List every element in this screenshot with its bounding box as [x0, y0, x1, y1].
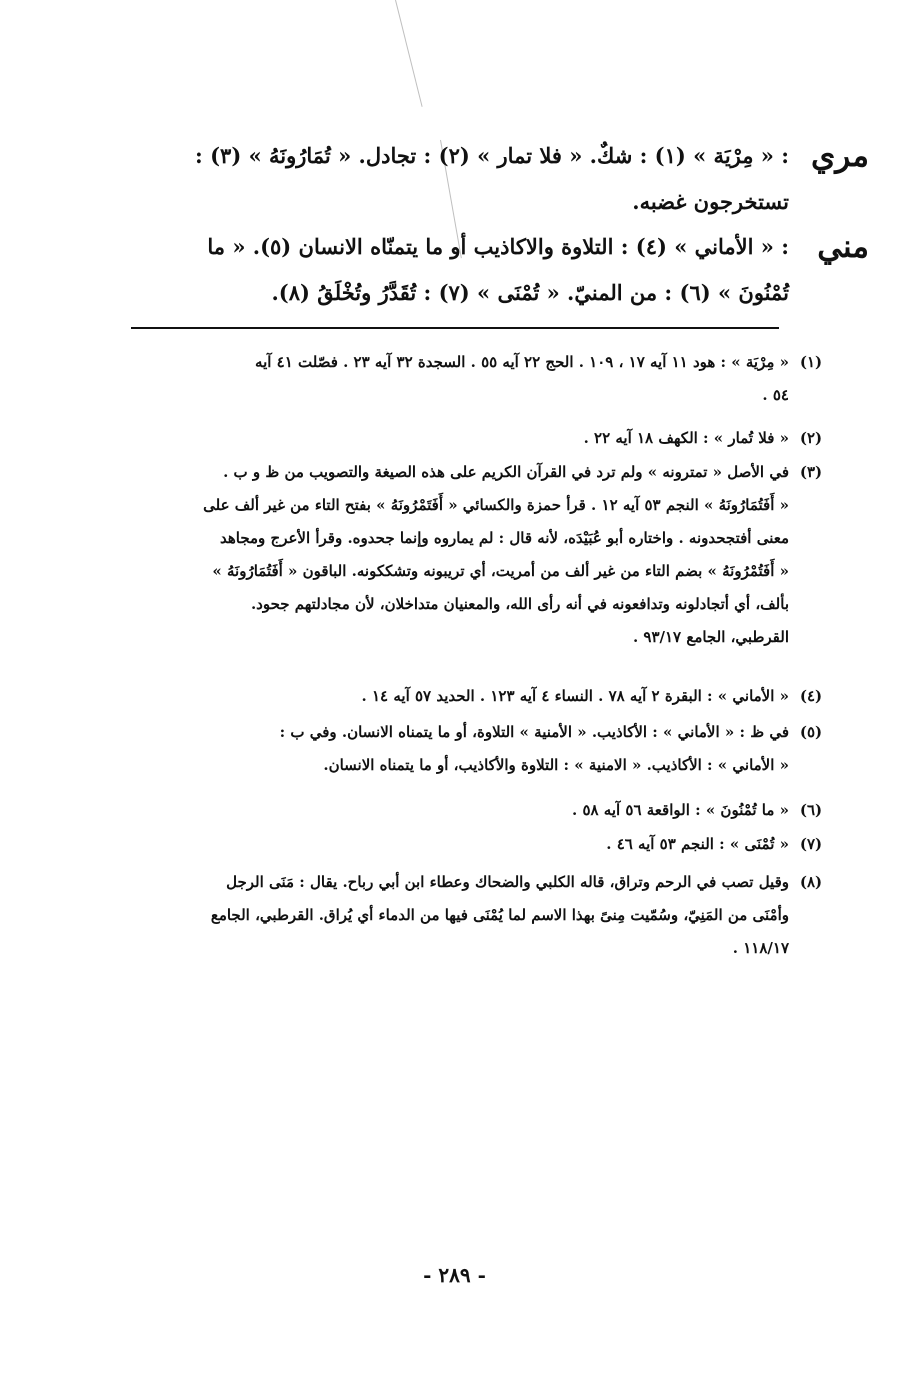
- footnote-line: « أَفَتُمَارُونَهُ » النجم ٥٣ آيه ١٢ . قرأ حمزة والكسائي « أَفَتَمْرُونَهُ » بفتح التاء من غير ألف على: [203, 496, 789, 514]
- entry-line: : « مِرْيَة » (١) : شكٌ. « فلا تمار » (٢) : تجادل. « تُمَارُونَهُ » (٣) :: [195, 143, 789, 168]
- footnote-line: وقيل تصب في الرحم وتراق، قاله الكلبي والضحاك وعطاء ابن أبي رباح. يقال : مَنَى الرجل: [226, 873, 789, 891]
- entry-mry: [109, 133, 869, 225]
- footnote-line: ٥٤ .: [762, 386, 789, 404]
- footnote-line: في الأصل « تمترونه » ولم ترد في القرآن الكريم على هذه الصيغة والتصويب من ظ و ب .: [223, 463, 789, 481]
- entry-line: تستخرجون غضبه.: [632, 189, 789, 214]
- footnote-line: بألف، أي أتجادلونه وتدافعونه في أنه رأى الله، والمعنيان متداخلان، لأن مجادلتهم جحود.: [250, 595, 789, 613]
- footnote-line: « الأماني » : الأكاذيب. « الامنية » : التلاوة والأكاذيب، أو ما يتمناه الانسان.: [323, 756, 789, 774]
- footnote-line: « الأماني » : البقرة ٢ آيه ٧٨ . النساء ٤ آيه ١٢٣ . الحديد ٥٧ آيه ١٤ .: [361, 687, 789, 705]
- footnote-line: « مِرْيَة » : هود ١١ آيه ١٧ ، ١٠٩ . الحج ٢٢ آيه ٥٥ . السجدة ٣٢ آيه ٢٣ . فصّلت ٤١ آيه: [255, 353, 789, 371]
- footnote-number: (٧): [799, 835, 823, 853]
- entry-headword: مري: [811, 138, 869, 174]
- footnote-separator: [131, 327, 779, 329]
- footnote-2: [99, 422, 823, 455]
- page-number: - ٢٨٩ -: [423, 1263, 486, 1287]
- footnote-line: القرطبي، الجامع ٩٣/١٧ .: [632, 628, 789, 646]
- footnote-line: « ما تُمْنُونَ » : الواقعة ٥٦ آيه ٥٨ .: [571, 801, 789, 819]
- footnote-number: (٨): [799, 873, 823, 891]
- entry-line: تُمْنُونَ » (٦) : من المنيّ. « تُمْنَى » (٧) : تُقَدَّرُ وتُخْلَقُ (٨).: [271, 280, 789, 305]
- entry-headword: مني: [817, 229, 869, 265]
- footnote-line: « فلا تُمار » : الكهف ١٨ آيه ٢٢ .: [583, 429, 789, 447]
- footnote-number: (٣): [799, 463, 823, 481]
- footnote-3: [99, 456, 823, 654]
- footnote-number: (٦): [799, 801, 823, 819]
- footnote-line: وأمْنَى من المَنِيّ، وسُمّيت مِنىً بهذا الاسم لما يُمْنَى فيها من الدماء أي يُراق. القرطبي، الجامع: [210, 906, 789, 924]
- footnote-line: في ظ : « الأماني » : الأكاذيب. « الأمنية » التلاوة، أو ما يتمناه الانسان. وفي ب :: [279, 723, 789, 741]
- footnote-number: (١): [799, 353, 823, 371]
- footnote-8: [99, 866, 823, 965]
- footnote-5: [99, 716, 823, 782]
- footnote-line: « أَفَتُمْرُونَهُ » بضم التاء من غير ألف من أمريت، أي تريبونه وتشككونه. الباقون « أَفَتُمَارُونَهُ »: [212, 562, 789, 580]
- footnote-4: [99, 680, 823, 713]
- footnote-1: [99, 346, 823, 412]
- entry-line: : « الأماني » (٤) : التلاوة والاكاذيب أو ما يتمنّاه الانسان (٥). « ما: [207, 234, 789, 259]
- footnote-line: « تُمْنَى » : النجم ٥٣ آيه ٤٦ .: [606, 835, 789, 853]
- footnote-number: (٢): [799, 429, 823, 447]
- footnote-6: [99, 794, 823, 827]
- entry-mny: [109, 224, 869, 316]
- footnote-7: [99, 828, 823, 861]
- footnote-number: (٥): [799, 723, 823, 741]
- footnote-number: (٤): [799, 687, 823, 705]
- footnote-line: معنى أفتجحدونه . واختاره أبو عُبَيْدَه، لأنه قال : لم يماروه وإنما جحدوه. وقرأ الأعرج ومجاهد: [219, 529, 789, 547]
- footnote-line: ١١٨/١٧ .: [732, 939, 789, 957]
- scan-artifact-line: [395, 0, 423, 107]
